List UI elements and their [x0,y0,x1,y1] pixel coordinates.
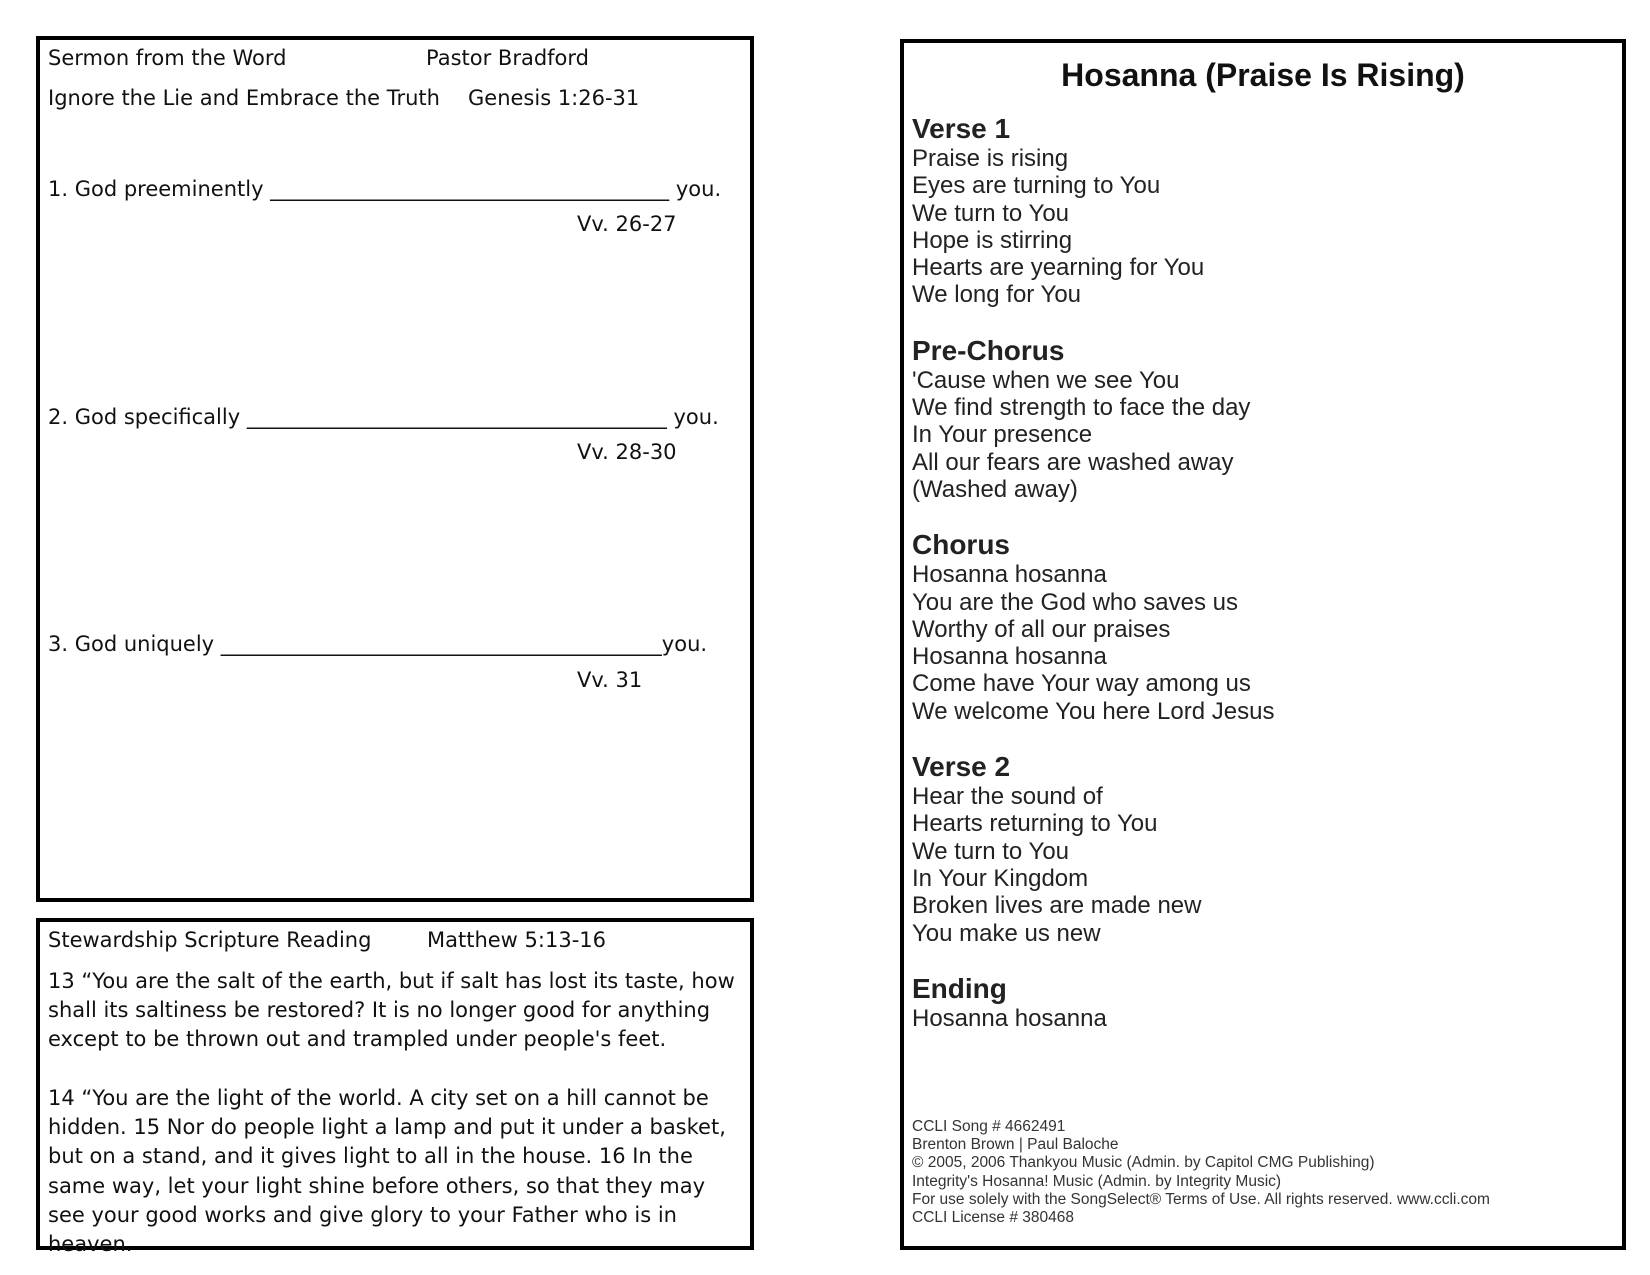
song-section [912,973,1274,1032]
ccli-song-number: CCLI Song # 4662491 [912,1118,1066,1135]
song-sections [912,113,1274,1058]
stewardship-title: Stewardship Scripture Reading [48,928,372,952]
publisher-line: Integrity's Hosanna! Music (Admin. by Integrity Music) [912,1172,1282,1190]
lyric-line: Broken lives are made new [912,892,1202,920]
lyric-line: We welcome You here Lord Jesus [912,697,1275,725]
lyric-line: You make us new [912,919,1101,947]
lyric-line: Hosanna hosanna [912,643,1107,671]
sermon-speaker: Pastor Bradford [426,46,589,70]
lyric-line: We long for You [912,281,1082,309]
copyright-line: © 2005, 2006 Thankyou Music (Admin. by Capitol CMG Publishing) [912,1154,1375,1172]
section-heading: Pre-Chorus [912,334,1065,366]
sermon-title: Sermon from the Word [48,46,287,70]
sermon-point-1: 1. God preeminently ______________________________________ you. [48,177,722,201]
scripture-paragraph-1: 13 “You are the salt of the earth, but if salt has lost its taste, how shall its saltiness be restored? It is no longer good for anything except to be thrown out and trampled under people's feet. [48,969,735,1052]
section-heading: Verse 1 [912,113,1011,144]
sermon-point-3-verses: Vv. 31 [577,668,643,692]
sermon-point-2: 2. God specifically ________________________________________ you. [48,405,719,429]
terms-of-use: For use solely with the SongSelect® Terms of Use. All rights reserved. www.ccli.com [912,1190,1490,1208]
lyric-line: Hosanna hosanna [912,1004,1107,1032]
lyric-line: In Your presence [912,421,1093,449]
sermon-point-3: 3. God uniquely __________________________________________you. [48,632,708,656]
ccli-license: CCLI License # 380468 [912,1209,1075,1227]
lyric-line: 'Cause when we see You [912,366,1180,394]
song-title: Hosanna (Praise Is Rising) [1061,57,1465,93]
section-heading: Chorus [912,529,1010,561]
ccli-footer [912,1118,1490,1227]
song-section [912,529,1274,725]
lyric-line: Hear the sound of [912,783,1103,811]
lyric-line: Praise is rising [912,145,1069,172]
lyric-line: We turn to You [912,837,1070,865]
lyric-line: Hope is stirring [912,226,1073,254]
stewardship-reading-box [36,918,754,1257]
lyric-line: We turn to You [912,199,1070,227]
lyric-line: All our fears are washed away [912,448,1234,476]
lyric-line: We find strength to face the day [912,394,1251,422]
sermon-point-2-verses: Vv. 28-30 [577,440,677,464]
lyric-line: Hosanna hosanna [912,561,1107,589]
song-section [912,113,1274,309]
lyric-line: Hearts returning to You [912,810,1158,838]
song-section [912,751,1274,947]
lyric-line: Worthy of all our praises [912,615,1171,643]
section-heading: Verse 2 [912,751,1011,783]
lyric-line: Come have Your way among us [912,670,1251,698]
lyric-line: (Washed away) [912,475,1078,503]
song-section [912,335,1274,503]
lyric-line: Hearts are yearning for You [912,254,1205,282]
sermon-notes-box [36,36,754,902]
lyric-line: You are the God who saves us [912,588,1238,616]
sermon-message-title: Ignore the Lie and Embrace the Truth [48,86,440,110]
sermon-passage: Genesis 1:26-31 [468,86,640,110]
lyric-line: In Your Kingdom [912,864,1089,892]
song-lyrics-box [900,39,1626,1250]
song-authors: Brenton Brown | Paul Baloche [912,1136,1119,1154]
lyric-line: Eyes are turning to You [912,172,1161,200]
scripture-paragraph-2: 14 “You are the light of the world. A city set on a hill cannot be hidden. 15 Nor do people light a lamp and put it under a basket, but on a stand, and it gives light to all in the house. 16 In the same way, let your light shine before others, so that they may see your good works and give glory to your Father who is in heaven. [48,1086,726,1257]
stewardship-reference: Matthew 5:13-16 [427,928,606,952]
sermon-point-1-verses: Vv. 26-27 [577,212,677,236]
section-heading: Ending [912,972,1007,1004]
